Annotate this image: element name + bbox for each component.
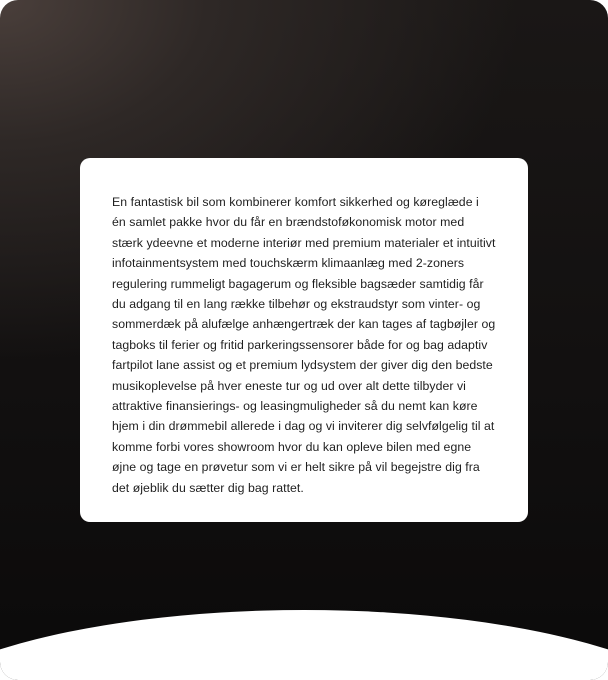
- description-card: [80, 158, 528, 522]
- bottom-curve-decoration: [0, 610, 608, 680]
- description-text: En fantastisk bil som kombinerer komfort sikkerhed og køreglæde i én samlet pakke hvor du får en brændstoføkonomisk motor med stærk ydeevne et moderne interiør med premium materialer et intuitivt infotainmentsystem med touchskærm klimaanlæg med 2-zoners regulering rummeligt bagagerum og fleksible bagsæder samtidig får du adgang til en lang række tilbehør og ekstraudstyr som vinter- og sommerdæk på alufælge anhængertræk der kan tages af tagbøjler og tagboks til ferier og fritid parkeringssensorer både for og bag adaptiv fartpilot lane assist og et premium lydsystem der giver dig den bedste musikoplevelse på hver eneste tur og ud over alt dette tilbyder vi attraktive finansierings- og leasingmuligheder så du nemt kan køre hjem i din drømmebil allerede i dag og vi inviterer dig selvfølgelig til at komme forbi vores showroom hvor du kan opleve bilen med egne øjne og tage en prøvetur som vi er helt sikre på vil begejstre dig fra det øjeblik du sætter dig bag rattet.: [112, 195, 496, 495]
